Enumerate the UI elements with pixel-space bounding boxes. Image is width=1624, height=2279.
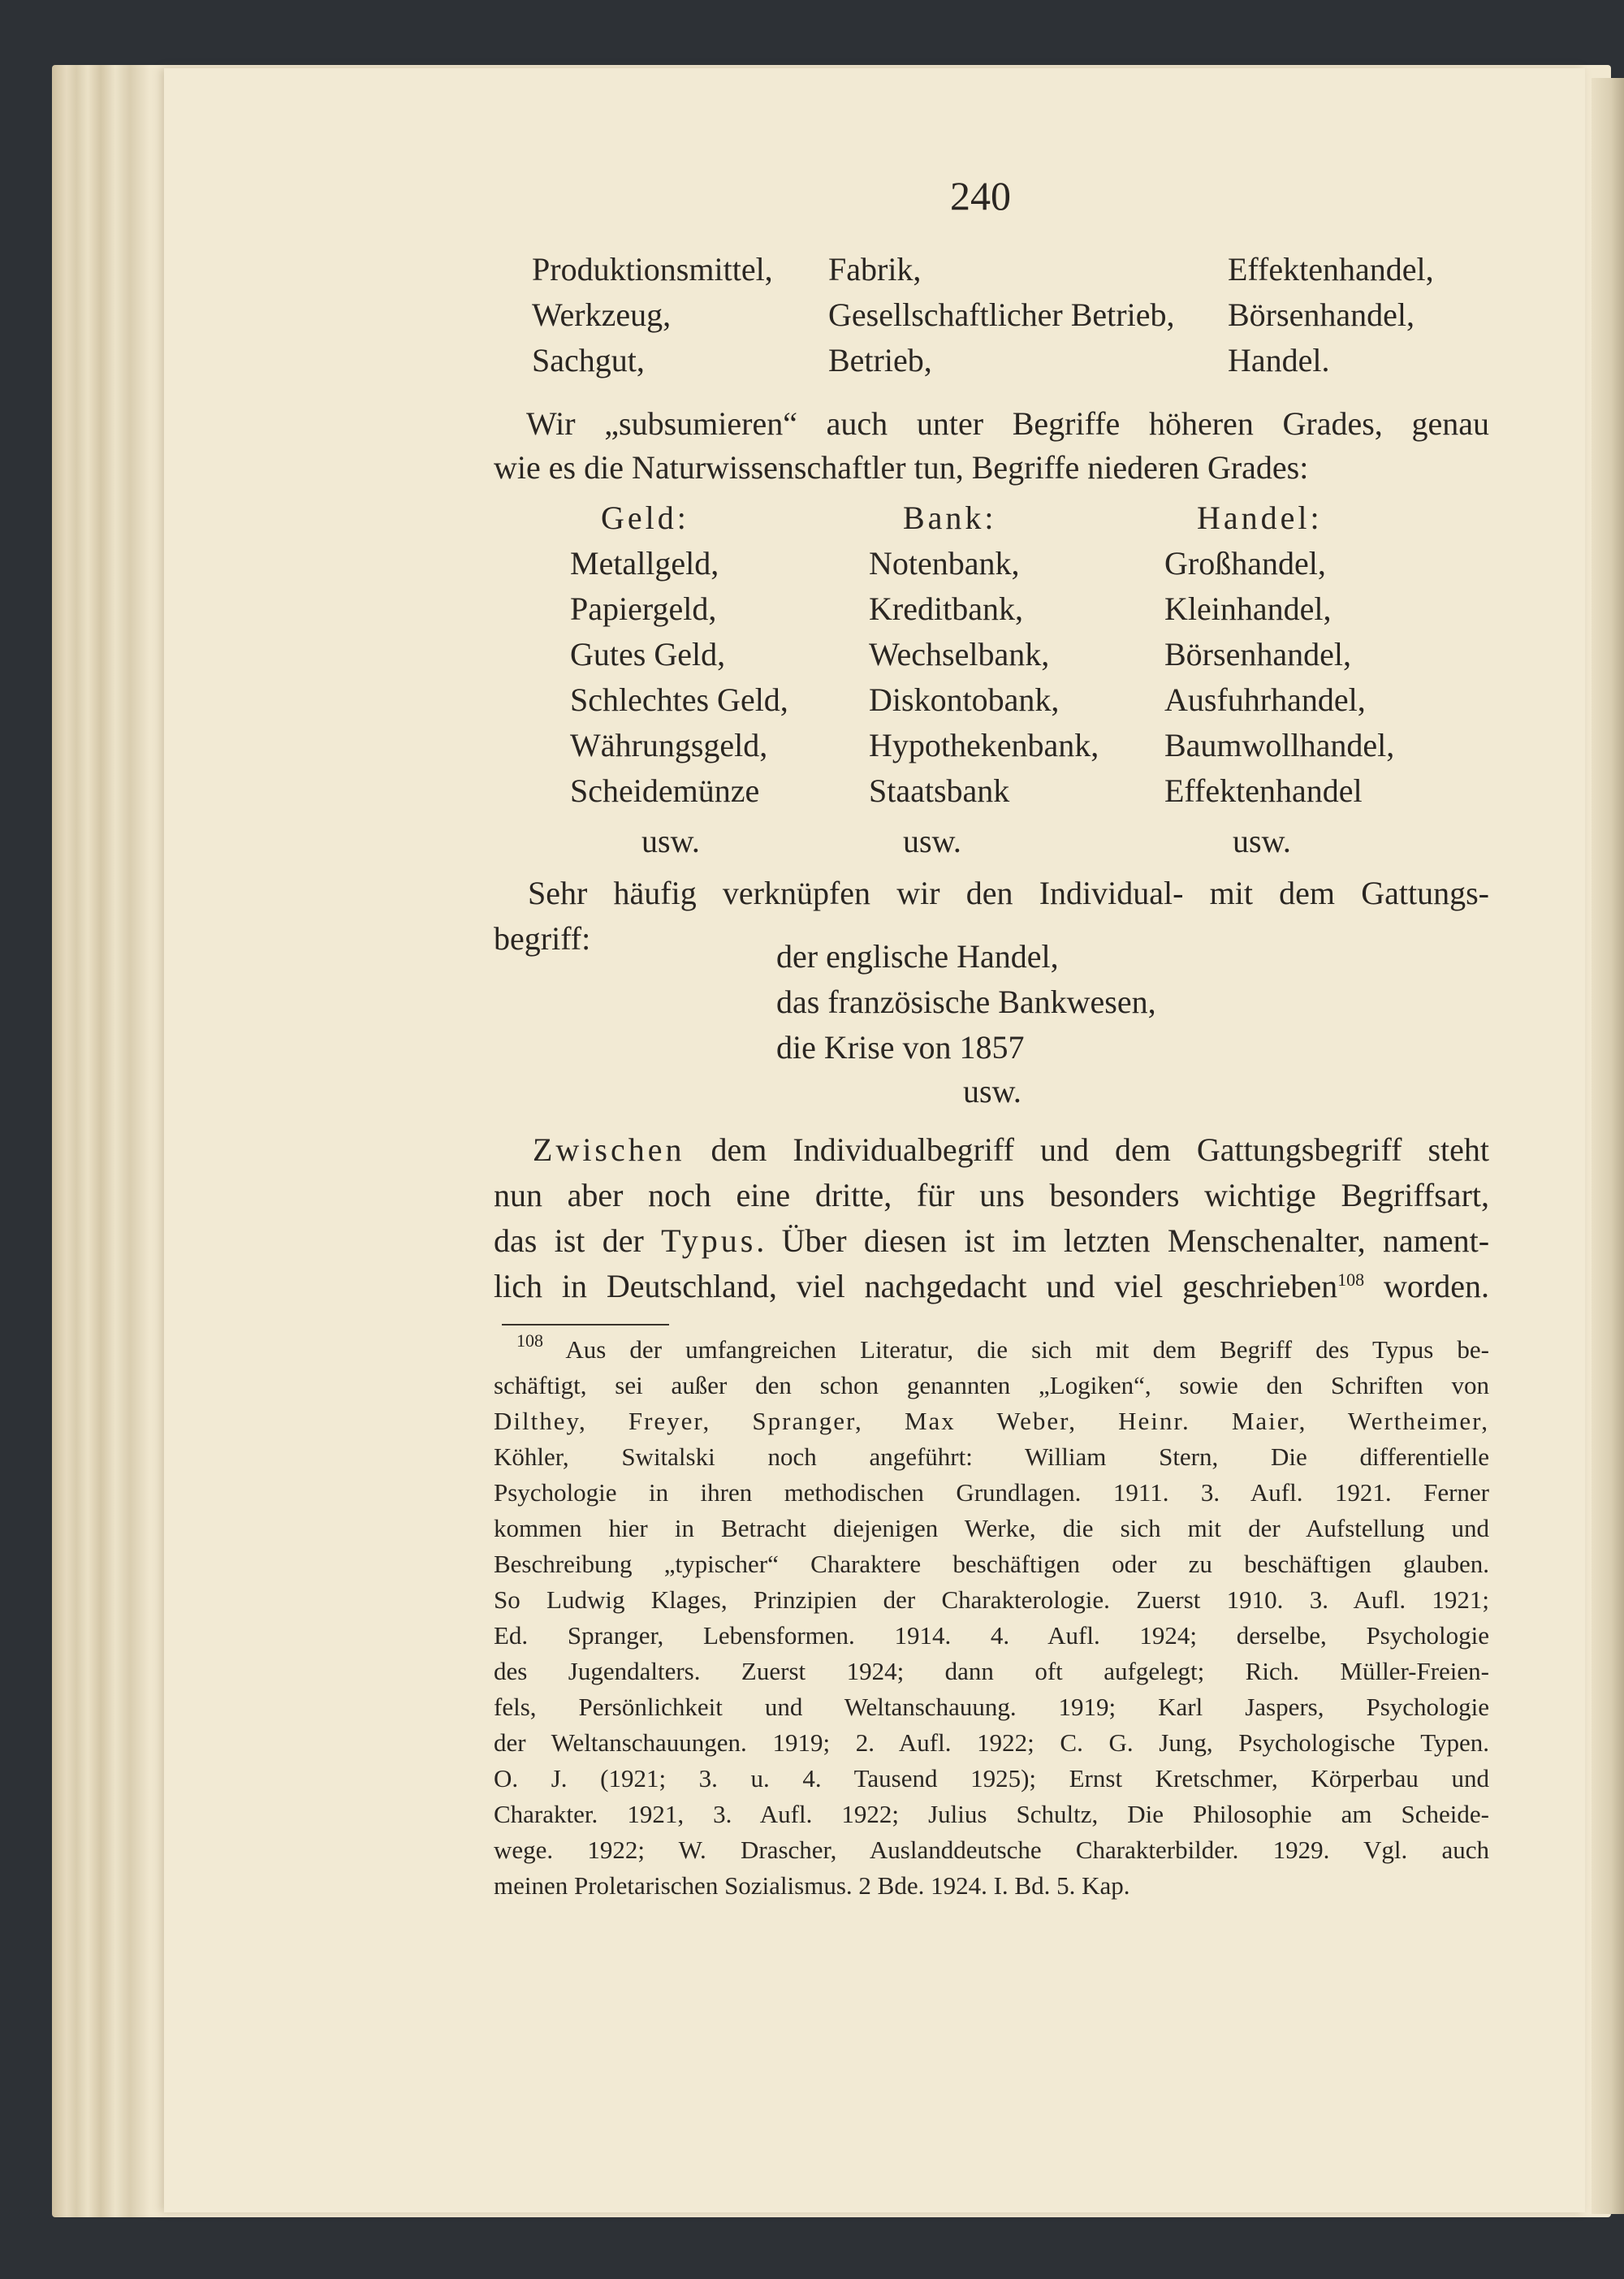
paragraph-3-line-3-pre: das ist der [494,1222,662,1259]
example-2: das französische Bankwesen, [776,984,1156,1020]
footnote-line-10: des Jugendalters. Zuerst 1924; dann oft aufgelegt; Rich. Müller-Freien- [494,1657,1489,1685]
table2-col2-row4: Diskontobank, [869,681,1060,718]
footnote-line-12: der Weltanschauungen. 1919; 2. Aufl. 1922; C. G. Jung, Psychologische Typen. [494,1728,1489,1757]
paragraph-3-line-1 [533,1127,1489,1173]
footnote-line-6: kommen hier in Betracht diejenigen Werke, die sich mit der Aufstellung und [494,1514,1489,1542]
table2-col3-row1: Großhandel, [1164,545,1326,582]
table2-col1-row4: Schlechtes Geld, [570,681,788,718]
table2-col2-row1: Notenbank, [869,545,1020,582]
facing-page-edge [1592,78,1624,2214]
table2-col1-usw: usw. [641,823,700,859]
table2-col2-row6: Staatsbank [869,772,1010,809]
footnote-line-7: Beschreibung „typischer“ Charaktere beschäftigen oder zu beschäftigen glauben. [494,1550,1489,1578]
table1-col1-row2: Werkzeug, [532,296,672,333]
footnote-line-11: fels, Persönlichkeit und Weltanschauung. 1919; Karl Jaspers, Psychologie [494,1693,1489,1721]
table2-header-handel: Handel: [1197,499,1323,536]
table1-col2-row2: Gesellschaftlicher Betrieb, [828,296,1175,333]
example-3: die Krise von 1857 [776,1029,1025,1066]
footnote-line-15: wege. 1922; W. Drascher, Auslanddeutsche Charakterbilder. 1929. Vgl. auch [494,1836,1489,1864]
table2-col3-row3: Börsenhandel, [1164,636,1351,672]
paragraph-3-line-2: nun aber noch eine dritte, für uns besonders wichtige Begriffsart, [494,1177,1489,1213]
table2-col1-row2: Papiergeld, [570,590,717,627]
table2-col2-row2: Kreditbank, [869,590,1023,627]
table2-col3-row5: Baumwollhandel, [1164,727,1395,763]
footnote-line-9: Ed. Spranger, Lebensformen. 1914. 4. Aufl. 1924; derselbe, Psychologie [494,1621,1489,1650]
footnote-line-16: meinen Proletarischen Sozialismus. 2 Bde. 1924. I. Bd. 5. Kap. [494,1871,1130,1900]
table1-col1-row3: Sachgut, [532,342,645,378]
table2-col1-row6: Scheidemünze [570,772,760,809]
footnote-line-1-text: Aus der umfangreichen Literatur, die sich mit dem Begriff des Typus be- [543,1335,1489,1364]
table2-col3-row2: Kleinhandel, [1164,590,1332,627]
paragraph-3-line-4-pre: lich in Deutschland, viel nachgedacht und viel geschrieben [494,1268,1338,1304]
paragraph-1-line-2: wie es die Naturwissenschaftler tun, Begriffe niederen Grades: [494,449,1309,486]
table2-col2-usw: usw. [903,823,961,859]
table2-col1-row5: Währungsgeld, [570,727,768,763]
paragraph-3-line-1-rest: dem Individualbegriff und dem Gattungsbegriff steht [685,1131,1489,1168]
table1-col1-row1: Produktionsmittel, [532,251,773,288]
table2-col3-usw: usw. [1233,823,1291,859]
footnote-line-5: Psychologie in ihren methodischen Grundlagen. 1911. 3. Aufl. 1921. Ferner [494,1478,1489,1507]
table2-header-geld: Geld: [601,499,689,536]
table2-col1-row1: Metallgeld, [570,545,719,582]
table1-col3-row1: Effektenhandel, [1228,251,1434,288]
table2-col3-row6: Effektenhandel [1164,772,1363,809]
footnote-line-14: Charakter. 1921, 3. Aufl. 1922; Julius Schultz, Die Philosophie am Scheide- [494,1800,1489,1828]
footnote-line-8: So Ludwig Klages, Prinzipien der Charakterologie. Zuerst 1910. 3. Aufl. 1921; [494,1585,1489,1614]
table1-col3-row2: Börsenhandel, [1228,296,1415,333]
paragraph-3-line-3-post: . Über diesen ist im letzten Menschenalter, nament- [756,1222,1490,1259]
paragraph-2-line-1: Sehr häufig verknüpfen wir den Individual- mit dem Gattungs- [528,875,1489,911]
example-1: der englische Handel, [776,938,1059,975]
footnote-line-1 [516,1332,1489,1368]
footnote-reference: 108 [1337,1269,1365,1290]
footnote-mark: 108 [516,1330,543,1351]
footnote-line-3: Dilthey, Freyer, Spranger, Max Weber, Heinr. Maier, Wertheimer, [494,1407,1489,1435]
paragraph-3-line-3 [494,1218,1489,1264]
footnote-rule [502,1324,669,1325]
page-number: 240 [950,173,1011,218]
table2-col2-row3: Wechselbank, [869,636,1050,672]
paragraph-3-line-4-post: worden. [1364,1268,1489,1304]
table1-col3-row3: Handel. [1228,342,1330,378]
table2-col1-row3: Gutes Geld, [570,636,726,672]
footnote-line-13: O. J. (1921; 3. u. 4. Tausend 1925); Ernst Kretschmer, Körperbau und [494,1764,1489,1792]
table2-col3-row4: Ausfuhrhandel, [1164,681,1366,718]
footnote-line-4: Köhler, Switalski noch angeführt: William Stern, Die differentielle [494,1442,1489,1471]
emphasis-typus: Typus [661,1222,757,1259]
table1-col2-row1: Fabrik, [828,251,922,288]
emphasis-zwischen: Zwischen [533,1131,685,1168]
footnote-line-2: schäftigt, sei außer den schon genannten „Logiken“, sowie den Schriften von [494,1371,1489,1399]
paragraph-3-line-4 [494,1264,1489,1309]
table2-header-bank: Bank: [903,499,997,536]
paragraph-2-line-2: begriff: [494,920,591,957]
table1-col2-row3: Betrieb, [828,342,932,378]
paragraph-1-line-1: Wir „subsumieren“ auch unter Begriffe höheren Grades, genau [526,405,1489,442]
table2-col2-row5: Hypothekenbank, [869,727,1099,763]
example-usw: usw. [963,1073,1021,1109]
